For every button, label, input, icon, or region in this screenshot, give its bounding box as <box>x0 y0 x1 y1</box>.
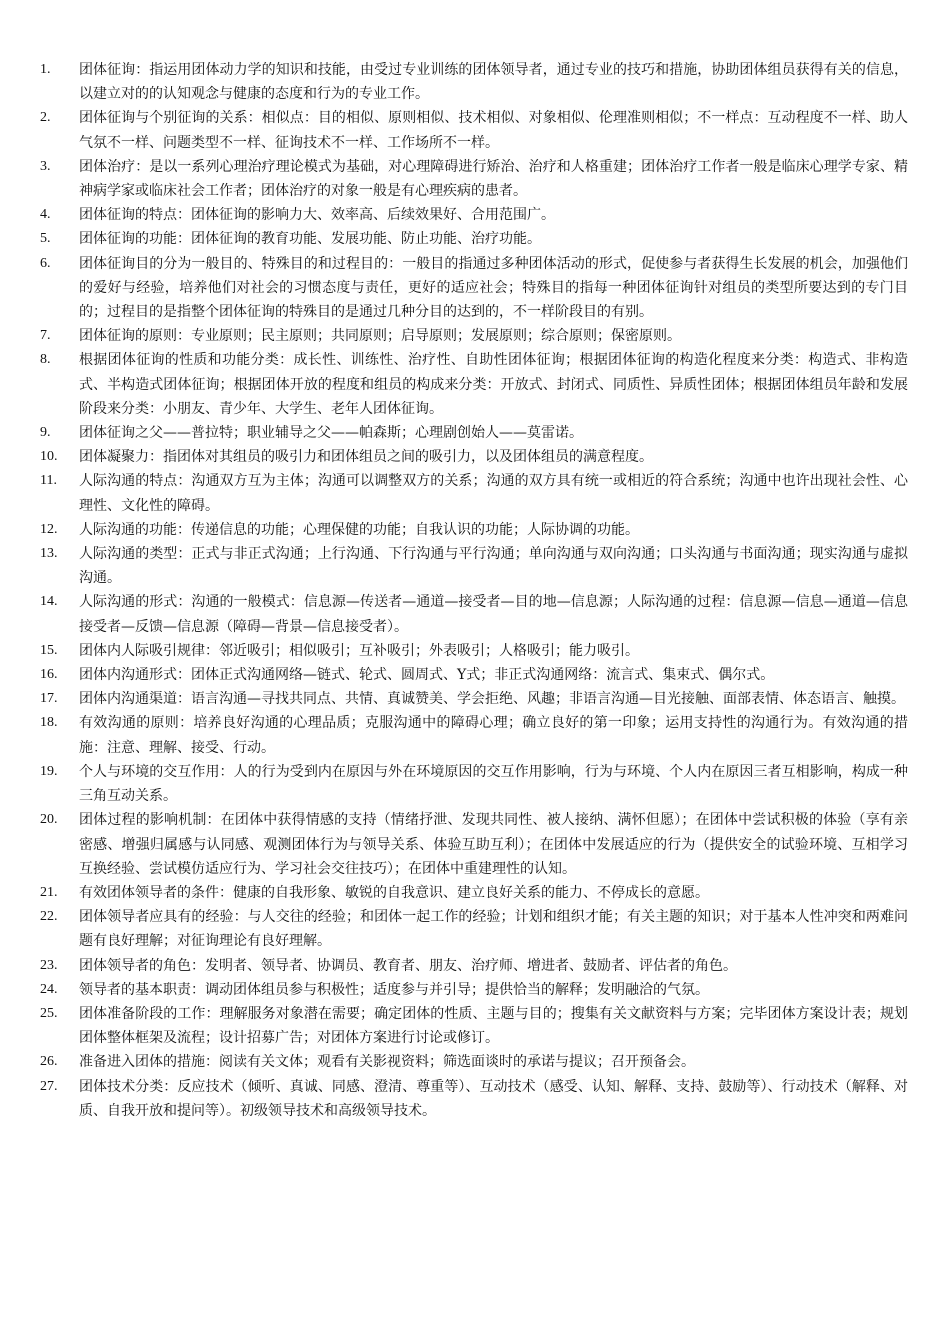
item-number: 14. <box>40 594 58 610</box>
item-text: 团体内沟通渠道：语言沟通—寻找共同点、共情、真诚赞美、学会拒绝、风趣；非语言沟通—目光接触、面部表情、体态语言、触摸。 <box>79 691 905 708</box>
item-text: 团体征询目的分为一般目的、特殊目的和过程目的：一般目的指通过多种团体活动的形式，促使参与者获得生长发展的机会，加强他们的爱好与经验，培养他们对社会的习惯态度与责任，更好的适应社会；特殊目的指每一种团体征询针对组员的类型所要达到的专门目的；过程目的是指整个团体征询的特殊目的是通过几种分目的达到的，不一样阶段目的有别。 <box>79 255 908 321</box>
list-item <box>40 905 908 953</box>
item-text: 团体征询的特点：团体征询的影响力大、效率高、后续效果好、合用范围广。 <box>79 207 555 224</box>
list-item <box>40 639 908 663</box>
item-number: 25. <box>40 1005 58 1021</box>
item-number: 15. <box>40 642 58 658</box>
list-item <box>40 203 908 227</box>
list-item <box>40 1075 908 1123</box>
item-text: 人际沟通的形式：沟通的一般模式：信息源—传送者—通道—接受者—目的地—信息源；人际沟通的过程：信息源—信息—通道—信息接受者—反馈—信息源（障碍—背景—信息接受者）。 <box>79 594 908 635</box>
item-text: 团体征询与个别征询的关系：相似点：目的相似、原则相似、技术相似、对象相似、伦理准则相似；不一样点：互动程度不一样、助人气氛不一样、问题类型不一样、征询技术不一样、工作场所不一样。 <box>79 110 908 151</box>
item-number: 6. <box>40 255 51 271</box>
item-text: 有效沟通的原则：培养良好沟通的心理品质；克服沟通中的障碍心理；确立良好的第一印象；运用支持性的沟通行为。有效沟通的措施：注意、理解、接受、行动。 <box>79 715 908 756</box>
item-number: 8. <box>40 352 51 368</box>
numbered-notes-list <box>40 58 908 1123</box>
list-item <box>40 542 908 590</box>
item-number: 22. <box>40 909 58 925</box>
list-item <box>40 106 908 154</box>
list-item <box>40 663 908 687</box>
item-text: 团体领导者应具有的经验：与人交往的经验；和团体一起工作的经验；计划和组织才能；有关主题的知识；对于基本人性冲突和两难问题有良好理解；对征询理论有良好理解。 <box>79 909 908 950</box>
item-text: 团体过程的影响机制：在团体中获得情感的支持（情绪抒泄、发现共同性、被人接纳、满怀但愿）；在团体中尝试积极的体验（享有亲密感、增强归属感与认同感、观测团体行为与领导关系、体验互助互利）；在团体中发展适应的行为（提供安全的试验环境、互相学习互换经验、尝试模仿适应行为、学习社会交往技巧）；在团体中重建理性的认知。 <box>79 812 908 877</box>
item-number: 1. <box>40 62 51 77</box>
list-item <box>40 324 908 348</box>
item-number: 27. <box>40 1078 58 1094</box>
item-number: 26. <box>40 1054 58 1070</box>
item-number: 21. <box>40 884 58 900</box>
item-number: 12. <box>40 521 58 537</box>
item-number: 20. <box>40 812 58 828</box>
item-text: 团体治疗：是以一系列心理治疗理论模式为基础，对心理障碍进行矫治、治疗和人格重建；团体治疗工作者一般是临床心理学专家、精神病学家或临床社会工作者；团体治疗的对象一般是有心理疾病的患者。 <box>79 158 908 200</box>
item-number: 18. <box>40 715 58 731</box>
item-number: 17. <box>40 691 58 707</box>
list-item <box>40 881 908 905</box>
item-text: 团体内沟通形式：团体正式沟通网络—链式、轮式、圆周式、Y式；非正式沟通网络：流言式、集束式、偶尔式。 <box>79 667 775 684</box>
list-item <box>40 1050 908 1074</box>
item-text: 团体征询之父——普拉特；职业辅导之父——帕森斯；心理剧创始人——莫雷诺。 <box>79 425 583 442</box>
item-text: 人际沟通的功能：传递信息的功能；心理保健的功能；自我认识的功能；人际协调的功能。 <box>79 521 639 538</box>
item-text: 团体征询的原则：专业原则；民主原则；共同原则；启导原则；发展原则；综合原则；保密原则。 <box>79 328 681 345</box>
item-number: 19. <box>40 763 58 779</box>
list-item <box>40 58 908 106</box>
item-text: 团体凝聚力：指团体对其组员的吸引力和团体组员之间的吸引力，以及团体组员的满意程度。 <box>79 449 653 466</box>
item-text: 团体准备阶段的工作：理解服务对象潜在需要；确定团体的性质、主题与目的；搜集有关文献资料与方案；完毕团体方案设计表；规划团体整体框架及流程；设计招募广告；对团体方案进行讨论或修订。 <box>79 1005 908 1047</box>
item-number: 16. <box>40 667 58 683</box>
list-item <box>40 590 908 638</box>
item-number: 5. <box>40 231 51 247</box>
list-item <box>40 469 908 517</box>
item-text: 团体内人际吸引规律：邻近吸引；相似吸引；互补吸引；外表吸引；人格吸引；能力吸引。 <box>79 642 639 659</box>
list-item <box>40 808 908 881</box>
item-text: 团体征询：指运用团体动力学的知识和技能，由受过专业训练的团体领导者，通过专业的技巧和措施，协助团体组员获得有关的信息，以建立对的的认知观念与健康的态度和行为的专业工作。 <box>79 62 908 103</box>
item-text: 团体领导者的角色：发明者、领导者、协调员、教育者、朋友、治疗师、增进者、鼓励者、评估者的角色。 <box>79 957 737 974</box>
item-number: 10. <box>40 449 58 465</box>
item-number: 4. <box>40 207 51 223</box>
item-text: 准备进入团体的措施：阅读有关文体；观看有关影视资料；筛选面谈时的承诺与提议；召开预备会。 <box>79 1054 695 1071</box>
list-item <box>40 711 908 759</box>
item-text: 根据团体征询的性质和功能分类：成长性、训练性、治疗性、自助性团体征询；根据团体征询的构造化程度来分类：构造式、非构造式、半构造式团体征询；根据团体开放的程度和组员的构成来分类：开放式、封闭式、同质性、异质性团体；根据团体组员年龄和发展阶段来分类：小朋友、青少年、大学生、老年人团体征询。 <box>79 352 908 417</box>
list-item <box>40 421 908 445</box>
item-text: 人际沟通的类型：正式与非正式沟通；上行沟通、下行沟通与平行沟通；单向沟通与双向沟通；口头沟通与书面沟通；现实沟通与虚拟沟通。 <box>79 546 908 587</box>
item-number: 23. <box>40 957 58 973</box>
list-item <box>40 155 908 203</box>
list-item <box>40 687 908 711</box>
item-number: 13. <box>40 546 58 562</box>
item-text: 团体征询的功能：团体征询的教育功能、发展功能、防止功能、治疗功能。 <box>79 231 541 248</box>
item-text: 领导者的基本职责：调动团体组员参与积极性；适度参与并引导；提供恰当的解释；发明融洽的气氛。 <box>79 981 709 998</box>
item-number: 2. <box>40 110 51 126</box>
list-item <box>40 760 908 808</box>
list-item <box>40 445 908 469</box>
item-text: 个人与环境的交互作用：人的行为受到内在原因与外在环境原因的交互作用影响，行为与环境、个人内在原因三者互相影响，构成一种三角互动关系。 <box>79 763 908 805</box>
list-item <box>40 227 908 251</box>
item-number: 9. <box>40 425 51 441</box>
item-text: 有效团体领导者的条件：健康的自我形象、敏锐的自我意识、建立良好关系的能力、不停成长的意愿。 <box>79 884 709 901</box>
list-item <box>40 978 908 1002</box>
item-text: 人际沟通的特点：沟通双方互为主体；沟通可以调整双方的关系；沟通的双方具有统一或相近的符合系统；沟通中也许出现社会性、心理性、文化性的障碍。 <box>79 473 908 514</box>
item-number: 7. <box>40 328 51 344</box>
item-text: 团体技术分类：反应技术（倾听、真诚、同感、澄清、尊重等）、互动技术（感受、认知、解释、支持、鼓励等）、行动技术（解释、对质、自我开放和提问等）。初级领导技术和高级领导技术。 <box>79 1078 908 1119</box>
list-item <box>40 518 908 542</box>
list-item <box>40 252 908 325</box>
list-item <box>40 348 908 421</box>
item-number: 3. <box>40 158 51 174</box>
list-item <box>40 1002 908 1050</box>
list-item <box>40 954 908 978</box>
item-number: 24. <box>40 981 58 997</box>
item-number: 11. <box>40 473 57 489</box>
